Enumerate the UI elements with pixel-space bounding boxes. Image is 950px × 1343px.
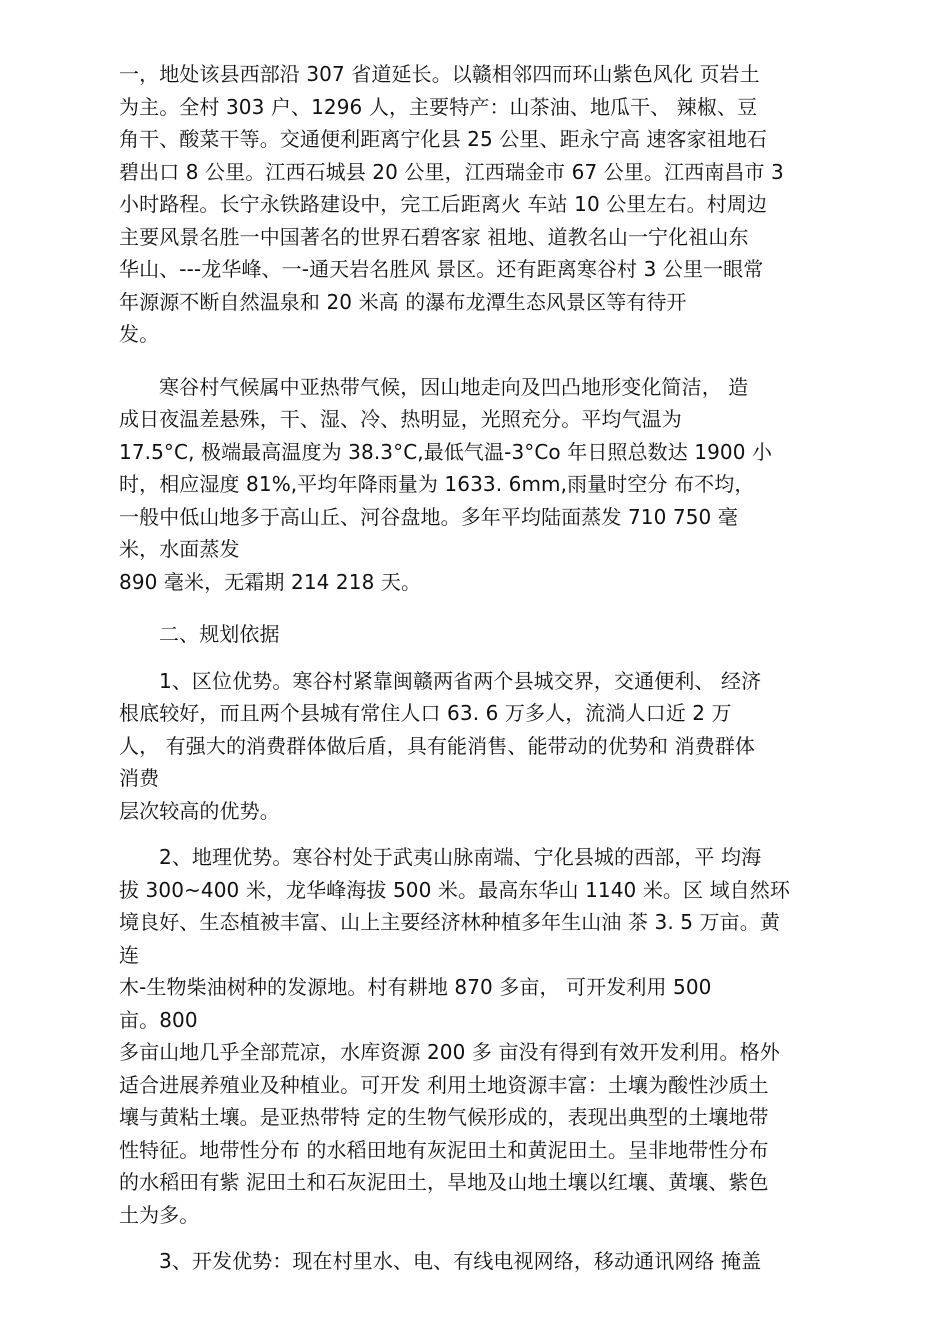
text-line: 1、区位优势。寒谷村紧靠闽赣两省两个县城交界，交通便利、 经济 xyxy=(159,668,762,693)
text-line: 拔 300~400 米，龙华峰海拔 500 米。最高东华山 1140 米。区 域自然环 xyxy=(119,877,790,902)
text-line: 成日夜温差悬殊，干、湿、冷、热明显，光照充分。平均气温为 xyxy=(119,407,682,431)
text-line: 境良好、生态植被丰富、山上主要经济林种植多年生山油 茶 3. 5 万亩。黄 xyxy=(119,910,780,934)
text-line: 壤与黄粘土壤。是亚热带特 定的生物气候形成的，表现出典型的土壤地带 xyxy=(119,1105,769,1129)
text-line: 华山、---龙华峰、一-通天岩名胜风 景区。还有距离寒谷村 3 公里一眼常 xyxy=(119,257,764,281)
text-line: 3、开发优势：现在村里水、电、有线电视网络，移动通讯网络 掩盖 xyxy=(159,1249,762,1273)
text-line: 根底较好，而且两个县城有常住人口 63. 6 万多人，流淌人口近 2 万 xyxy=(119,701,732,725)
text-line: 寒谷村气候属中亚热带气候，因山地走向及凹凸地形变化简洁， 造 xyxy=(159,374,749,399)
document-page xyxy=(119,58,845,1278)
text-line: 米，水面蒸发 xyxy=(119,537,240,561)
climate-paragraph xyxy=(119,371,845,599)
text-line: 17.5°C, 极端最高温度为 38.3°C,最低气温-3°Co 年日照总数达 1900 小 xyxy=(119,439,773,464)
text-line: 的水稻田有紫 泥田土和石灰泥田土，旱地及山地土壤以红壤、黄壤、紫色 xyxy=(119,1170,769,1194)
text-line: 为主。全村 303 户、1296 人，主要特产：山茶油、地瓜干、 辣椒、豆 xyxy=(119,94,758,119)
text-line: 层次较高的优势。 xyxy=(119,798,280,823)
text-line: 亩。800 xyxy=(119,1007,198,1032)
text-line: 2、地理优势。寒谷村处于武夷山脉南端、宁化县城的西部，平 均海 xyxy=(159,845,762,869)
development-advantage-paragraph xyxy=(119,1245,845,1278)
text-line: 主要风景名胜一中国著名的世界石碧客家 祖地、道教名山一宁化祖山东 xyxy=(119,224,749,249)
text-line: 年源源不断自然温泉和 20 米高 的瀑布龙潭生态风景区等有待开 xyxy=(119,289,687,314)
text-line: 一，地处该县西部沿 307 省道延长。以赣相邻四而环山紫色风化 页岩土 xyxy=(119,62,760,86)
section-heading xyxy=(119,618,845,651)
text-line: 小时路程。长宁永铁路建设中，完工后距离火 车站 10 公里左右。村周边 xyxy=(119,192,768,216)
geographic-advantage-paragraph xyxy=(119,841,845,1231)
text-line: 碧出口 8 公里。江西石城县 20 公里，江西瑞金市 67 公里。江西南昌市 3 xyxy=(119,159,784,184)
text-line: 木-生物柴油树种的发源地。村有耕地 870 多亩， 可开发利用 500 xyxy=(119,975,712,999)
text-line: 适合进展养殖业及种植业。可开发 利用土地资源丰富：土壤为酸性沙质土 xyxy=(119,1072,769,1097)
text-line: 土为多。 xyxy=(119,1202,200,1227)
intro-paragraph xyxy=(119,58,845,351)
text-line: 时，相应湿度 81%,平均年降雨量为 1633. 6mm,雨量时空分 布不均， xyxy=(119,472,755,496)
text-line: 一般中低山地多于高山丘、河谷盘地。多年平均陆面蒸发 710 750 毫 xyxy=(119,504,738,529)
text-line: 多亩山地几乎全部荒凉，水库资源 200 多 亩没有得到有效开发利用。格外 xyxy=(119,1040,780,1064)
text-line: 性特征。地带性分布 的水稻田地有灰泥田土和黄泥田土。呈非地带性分布 xyxy=(119,1137,769,1162)
heading-text: 二、规划依据 xyxy=(159,622,280,646)
text-line: 角干、酸菜干等。交通便利距离宁化县 25 公里、距永宁高 速客家祖地石 xyxy=(119,127,768,151)
text-line: 连 xyxy=(119,942,140,967)
text-line: 消费 xyxy=(119,766,160,790)
location-advantage-paragraph xyxy=(119,665,845,828)
text-line: 发。 xyxy=(119,322,160,346)
text-line: 人， 有强大的消费群体做后盾，具有能消售、能带动的优势和 消费群体 xyxy=(119,733,756,758)
text-line: 890 毫米，无霜期 214 218 天。 xyxy=(119,569,422,594)
